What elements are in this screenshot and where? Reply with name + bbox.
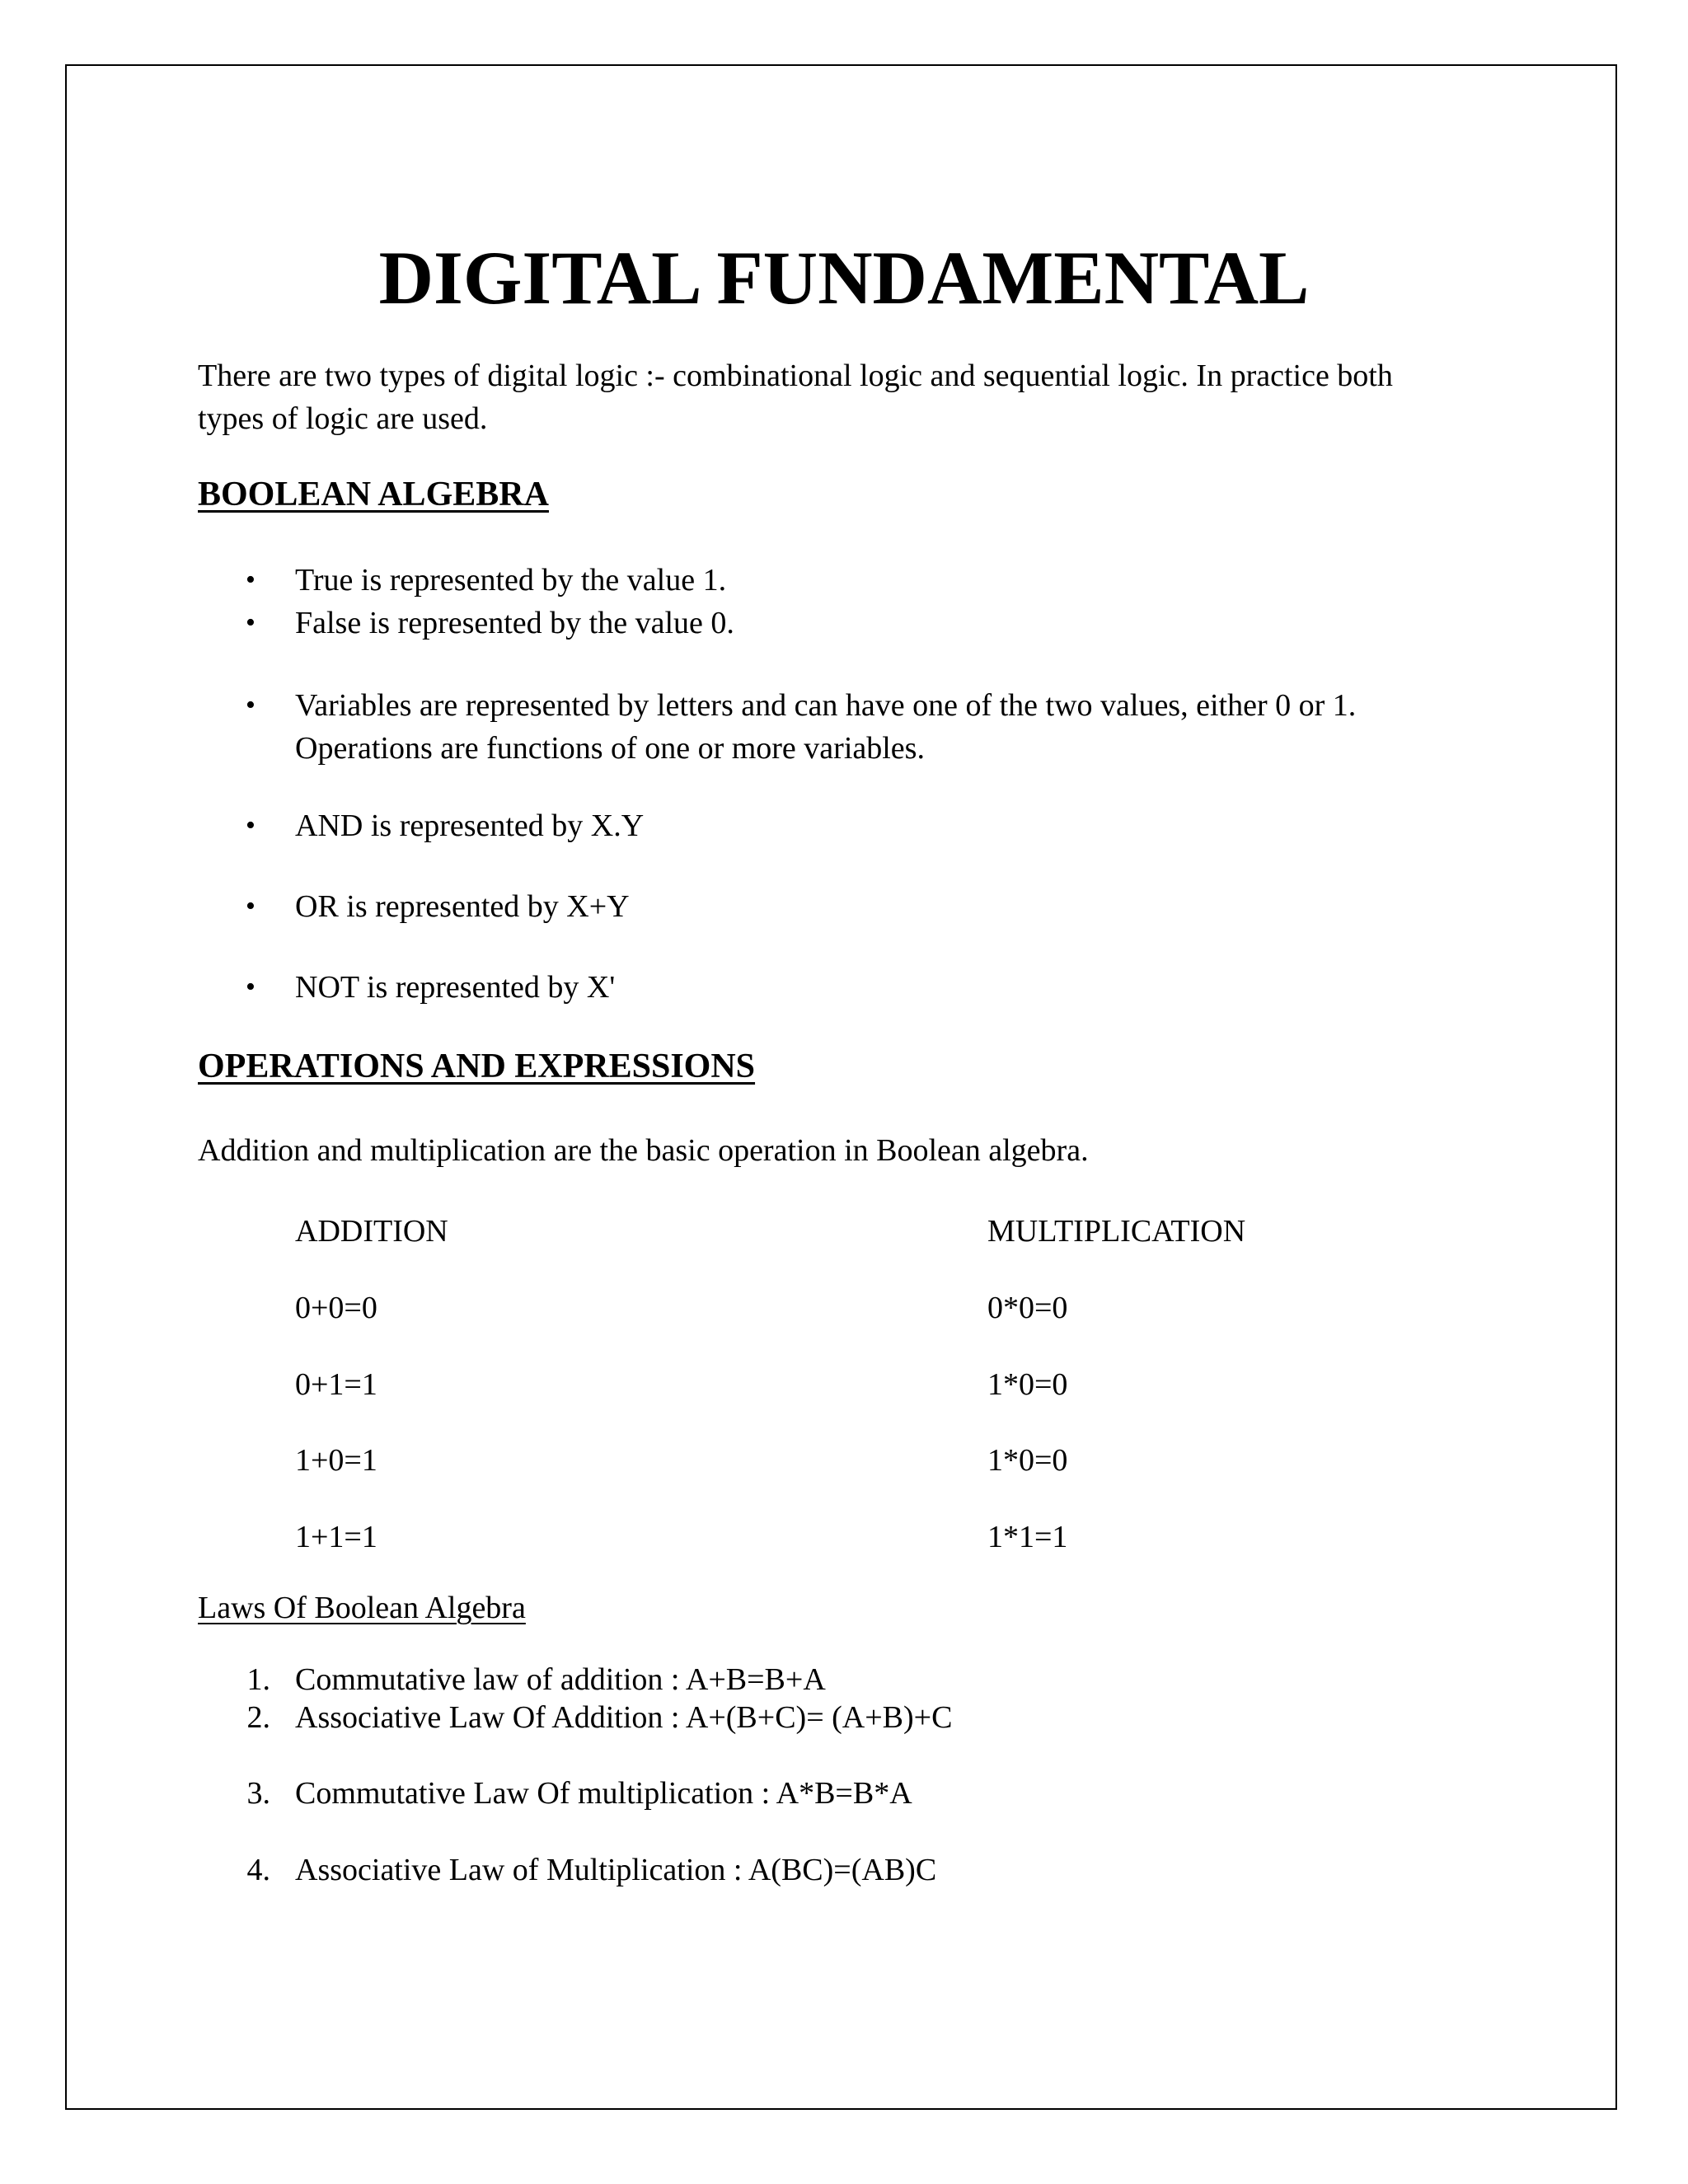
bullet-icon: • (246, 607, 256, 638)
bullet-icon: • (246, 891, 256, 921)
list-item-text: Commutative Law Of multiplication : A*B=B*A (295, 1776, 912, 1811)
list-item-text: OR is represented by X+Y (295, 889, 630, 924)
boolean-algebra-heading: BOOLEAN ALGEBRA (198, 476, 549, 513)
bullet-icon: • (246, 565, 256, 595)
list-item-text-continued: Operations are functions of one or more variables. (295, 731, 925, 766)
list-item-text: True is represented by the value 1. (295, 563, 727, 598)
bullet-icon: • (246, 810, 256, 841)
operations-heading: OPERATIONS AND EXPRESSIONS (198, 1047, 756, 1085)
page-title: DIGITAL FUNDAMENTAL (378, 236, 1310, 320)
list-number: 4. (246, 1853, 270, 1887)
laws-heading: Laws Of Boolean Algebra (198, 1591, 526, 1625)
multiplication-row: 1*0=0 (987, 1443, 1068, 1478)
list-item-text: Associative Law of Multiplication : A(BC)=(AB)C (295, 1853, 937, 1887)
intro-line-1: There are two types of digital logic :- combinational logic and sequential logic. In practice both (198, 359, 1393, 393)
list-number: 2. (246, 1700, 270, 1735)
list-item-text: Variables are represented by letters and can have one of the two values, either 0 or 1. (295, 688, 1357, 723)
addition-row: 0+1=1 (295, 1367, 377, 1402)
bullet-icon: • (246, 972, 256, 1002)
intro-line-2: types of logic are used. (198, 401, 488, 436)
list-item-text: False is represented by the value 0. (295, 606, 734, 640)
addition-row: 0+0=0 (295, 1291, 377, 1325)
list-item-text: AND is represented by X.Y (295, 808, 645, 843)
addition-row: 1+1=1 (295, 1520, 377, 1554)
addition-row: 1+0=1 (295, 1443, 377, 1478)
multiplication-row: 1*1=1 (987, 1520, 1068, 1554)
multiplication-header: MULTIPLICATION (987, 1214, 1246, 1249)
list-item-text: Associative Law Of Addition : A+(B+C)= (A+B)+C (295, 1700, 953, 1735)
multiplication-row: 0*0=0 (987, 1291, 1068, 1325)
multiplication-row: 1*0=0 (987, 1367, 1068, 1402)
list-number: 3. (246, 1776, 270, 1811)
list-item-text: NOT is represented by X' (295, 970, 616, 1005)
addition-header: ADDITION (295, 1214, 448, 1249)
operations-intro: Addition and multiplication are the basic operation in Boolean algebra. (198, 1133, 1089, 1168)
list-number: 1. (246, 1662, 270, 1697)
bullet-icon: • (246, 690, 256, 720)
list-item-text: Commutative law of addition : A+B=B+A (295, 1662, 826, 1697)
